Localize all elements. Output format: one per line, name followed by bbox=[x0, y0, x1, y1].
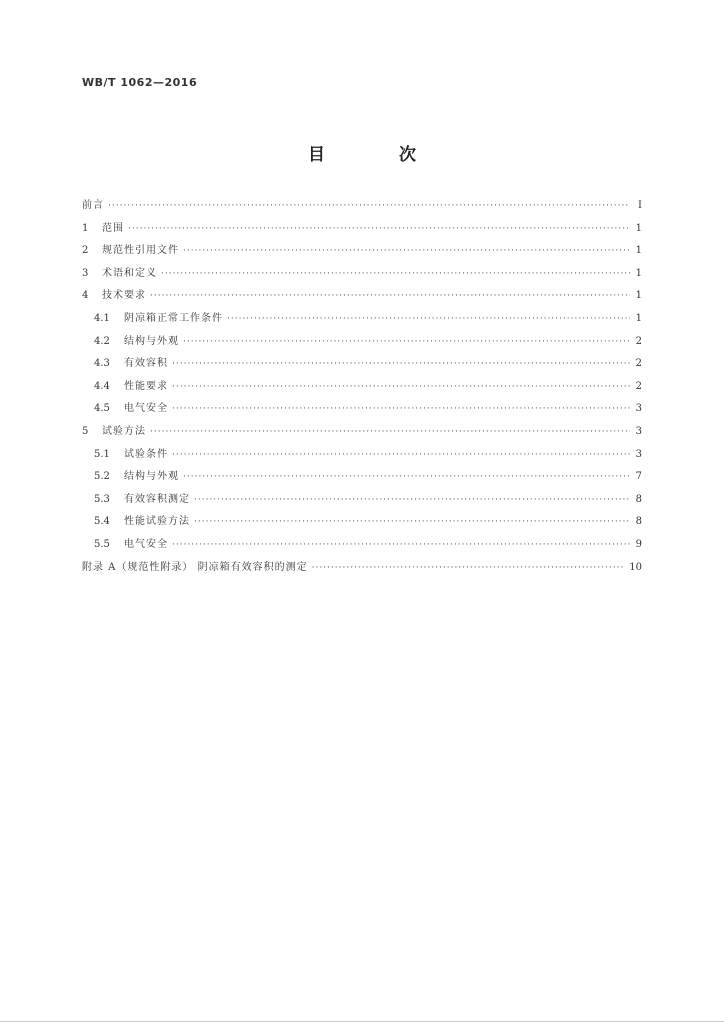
toc-entry[interactable] bbox=[82, 377, 642, 400]
toc-entry-page: 2 bbox=[635, 380, 642, 392]
toc-entry-number: 5.4 bbox=[94, 516, 110, 528]
toc-entry-number: 4.1 bbox=[94, 312, 110, 324]
toc-entry-label: 试验方法 bbox=[102, 425, 146, 437]
toc-entry[interactable] bbox=[82, 490, 642, 513]
toc-entry[interactable] bbox=[82, 467, 642, 490]
toc-entry-page: Ⅰ bbox=[638, 200, 642, 211]
toc-entry-number: 5.5 bbox=[94, 538, 110, 550]
toc-entry[interactable] bbox=[82, 535, 642, 558]
toc-entry[interactable] bbox=[82, 445, 642, 468]
toc-entry-page: 3 bbox=[635, 425, 642, 437]
toc-entry-label: 附录 A（规范性附录） 阴凉箱有效容积的测定 bbox=[82, 561, 308, 573]
toc-entry-number: 4 bbox=[82, 290, 89, 302]
toc-entry[interactable] bbox=[82, 354, 642, 377]
toc-entry-page: 2 bbox=[635, 335, 642, 347]
toc-entry-page: 1 bbox=[635, 245, 642, 257]
toc-entry-label: 前言 bbox=[82, 200, 104, 211]
toc-entry[interactable] bbox=[82, 241, 642, 264]
toc-entry-page: 1 bbox=[635, 222, 642, 234]
toc-dot-leader bbox=[161, 269, 630, 279]
toc-entry-page: 2 bbox=[635, 358, 642, 370]
toc-title: 目 次 bbox=[308, 145, 450, 165]
toc-dot-leader bbox=[172, 404, 630, 414]
toc-dot-leader bbox=[194, 517, 630, 527]
toc-entry-page: 8 bbox=[635, 493, 642, 505]
toc-dot-leader bbox=[194, 495, 630, 505]
toc-entry-page: 8 bbox=[635, 516, 642, 528]
toc-entry-page: 3 bbox=[635, 403, 642, 415]
toc-entry[interactable] bbox=[82, 422, 642, 445]
toc-entry[interactable] bbox=[82, 512, 642, 535]
toc-entry[interactable] bbox=[82, 196, 642, 219]
toc-dot-leader bbox=[312, 563, 626, 573]
toc-entry-number: 4.4 bbox=[94, 380, 110, 392]
bottom-rule bbox=[0, 1021, 724, 1022]
toc-entry-label: 技术要求 bbox=[102, 290, 146, 302]
toc-entry-page: 3 bbox=[635, 448, 642, 460]
toc-entry-label: 范围 bbox=[102, 222, 124, 234]
toc-entry-label: 术语和定义 bbox=[102, 267, 157, 279]
toc-entry-page: 1 bbox=[635, 290, 642, 302]
toc-entry[interactable] bbox=[82, 399, 642, 422]
toc-entry-number: 5.2 bbox=[94, 471, 110, 483]
toc-entry[interactable] bbox=[82, 309, 642, 332]
toc-entry[interactable] bbox=[82, 264, 642, 287]
toc-entry-number: 4.5 bbox=[94, 403, 110, 415]
toc-entry[interactable] bbox=[82, 286, 642, 309]
toc-entry[interactable] bbox=[82, 219, 642, 242]
toc-entry-number: 2 bbox=[82, 245, 89, 257]
toc-entry-label: 性能要求 bbox=[124, 380, 168, 392]
toc-dot-leader bbox=[183, 472, 630, 482]
toc-entry-label: 阴凉箱正常工作条件 bbox=[124, 312, 223, 324]
standard-code: WB/T 1062—2016 bbox=[82, 76, 198, 89]
toc-entry-number: 5.1 bbox=[94, 448, 110, 460]
toc-entry-label: 性能试验方法 bbox=[124, 516, 190, 528]
toc-entry-page: 1 bbox=[635, 312, 642, 324]
toc-entry-label: 电气安全 bbox=[124, 403, 168, 415]
toc-entry-label: 试验条件 bbox=[124, 448, 168, 460]
toc-dot-leader bbox=[128, 224, 630, 234]
toc-entry-label: 电气安全 bbox=[124, 538, 168, 550]
toc-entry-label: 有效容积测定 bbox=[124, 493, 190, 505]
toc-entry-number: 5 bbox=[82, 425, 89, 437]
toc-entry-label: 有效容积 bbox=[124, 358, 168, 370]
toc-entry-label: 规范性引用文件 bbox=[102, 245, 179, 257]
toc-entry-number: 3 bbox=[82, 267, 89, 279]
toc-dot-leader bbox=[183, 337, 630, 347]
toc-entry-page: 1 bbox=[635, 267, 642, 279]
toc-dot-leader bbox=[150, 427, 630, 437]
toc-entry[interactable] bbox=[82, 558, 642, 581]
toc-dot-leader bbox=[150, 291, 630, 301]
toc-entry-number: 5.3 bbox=[94, 493, 110, 505]
table-of-contents bbox=[82, 196, 642, 580]
toc-dot-leader bbox=[172, 540, 630, 550]
toc-entry-label: 结构与外观 bbox=[124, 471, 179, 483]
toc-entry-page: 9 bbox=[635, 538, 642, 550]
toc-entry[interactable] bbox=[82, 332, 642, 355]
toc-entry-number: 4.3 bbox=[94, 358, 110, 370]
toc-dot-leader bbox=[172, 382, 630, 392]
toc-dot-leader bbox=[183, 246, 630, 256]
toc-dot-leader bbox=[172, 450, 630, 460]
toc-entry-label: 结构与外观 bbox=[124, 335, 179, 347]
toc-entry-number: 1 bbox=[82, 222, 89, 234]
toc-dot-leader bbox=[227, 314, 630, 324]
toc-entry-number: 4.2 bbox=[94, 335, 110, 347]
toc-dot-leader bbox=[172, 359, 630, 369]
toc-entry-page: 10 bbox=[629, 561, 642, 573]
toc-entry-page: 7 bbox=[635, 471, 642, 483]
toc-dot-leader bbox=[108, 201, 630, 211]
